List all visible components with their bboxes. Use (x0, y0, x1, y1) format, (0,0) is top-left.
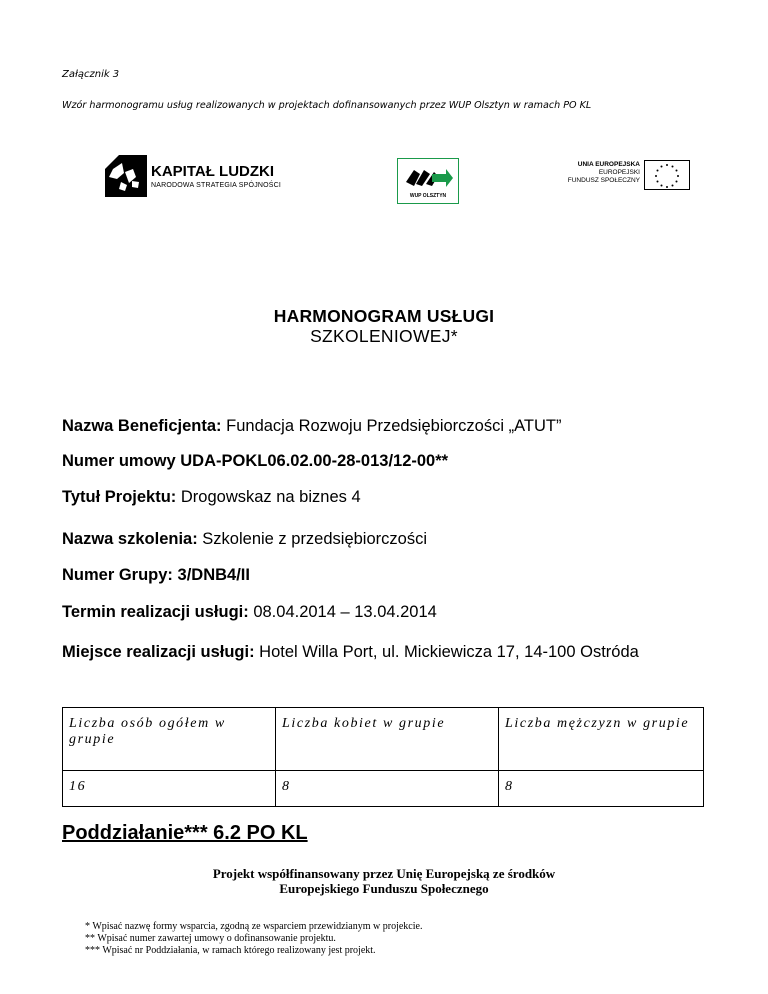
table-header-row (63, 708, 704, 771)
term-field (62, 603, 437, 622)
kl-title: KAPITAŁ LUDZKI (151, 163, 275, 180)
value-women: 8 (276, 771, 499, 807)
contract-field (62, 452, 448, 471)
beneficiary-field (62, 417, 561, 436)
document-subtitle: Wzór harmonogramu usług realizowanych w projektach dofinansowanych przez WUP Olsztyn w ramach PO KL (62, 100, 592, 111)
page-title-line2: SZKOLENIOWEJ* (310, 326, 458, 346)
header-women: Liczba kobiet w grupie (276, 708, 499, 771)
kl-subtitle: NARODOWA STRATEGIA SPÓJNOŚCI (151, 182, 282, 189)
eu-logo (556, 160, 696, 190)
footnote-3: *** Wpisać nr Poddziałania, w ramach którego realizowany jest projekt. (85, 945, 376, 956)
place-value: Hotel Willa Port, ul. Mickiewicza 17, 14-100 Ostróda (254, 643, 639, 661)
training-value: Szkolenie z przedsiębiorczości (197, 530, 427, 548)
wup-label: WUP OLSZTYN (409, 193, 447, 199)
eu-flag-icon (644, 160, 690, 190)
cofinance-line2: Europejskiego Funduszu Społecznego (279, 881, 489, 896)
eu-line2: EUROPEJSKI (598, 169, 640, 176)
attachment-label: Załącznik 3 (62, 69, 120, 80)
term-label: Termin realizacji usługi: (62, 603, 249, 621)
header-total: Liczba osób ogółem w grupie (63, 708, 276, 771)
cofinance-line1: Projekt współfinansowany przez Unię Europejską ze środków (212, 866, 556, 881)
subaction-heading: Poddziałanie*** 6.2 PO KL (62, 822, 308, 844)
contract-label: Numer umowy UDA-POKL06.02.00-28-013/12-00** (62, 452, 449, 470)
table-row (63, 771, 704, 807)
footnote-1: * Wpisać nazwę formy wsparcia, zgodną ze wsparciem przewidzianym w projekcie. (85, 921, 423, 932)
page-title: HARMONOGRAM USŁUGI (273, 306, 495, 326)
eu-line3: FUNDUSZ SPOŁECZNY (567, 177, 640, 184)
place-label: Miejsce realizacji usługi: (62, 643, 255, 661)
footnote-2: ** Wpisać numer zawartej umowy o dofinansowanie projektu. (85, 933, 336, 944)
value-total: 16 (63, 771, 276, 807)
beneficiary-value: Fundacja Rozwoju Przedsiębiorczości „ATUT” (221, 417, 562, 435)
training-field (62, 530, 427, 549)
training-label: Nazwa szkolenia: (62, 530, 198, 548)
kapital-ludzki-logo (105, 155, 285, 197)
eu-line1: UNIA EUROPEJSKA (577, 161, 640, 168)
wup-arrows-icon (404, 164, 454, 190)
eu-text (568, 161, 640, 185)
kapital-ludzki-icon (105, 155, 147, 197)
header-men: Liczba mężczyzn w grupie (499, 708, 704, 771)
project-field (62, 488, 361, 507)
group-label: Numer Grupy: 3/DNB4/II (62, 566, 250, 584)
footnotes (85, 921, 422, 957)
wup-olsztyn-logo (397, 158, 459, 204)
value-men: 8 (499, 771, 704, 807)
place-field (62, 643, 639, 662)
beneficiary-label: Nazwa Beneficjenta: (62, 417, 222, 435)
project-label: Tytuł Projektu: (62, 488, 177, 506)
group-composition-table (62, 707, 704, 807)
term-value: 08.04.2014 – 13.04.2014 (248, 603, 437, 621)
project-value: Drogowskaz na biznes 4 (176, 488, 361, 506)
group-field (62, 566, 250, 585)
